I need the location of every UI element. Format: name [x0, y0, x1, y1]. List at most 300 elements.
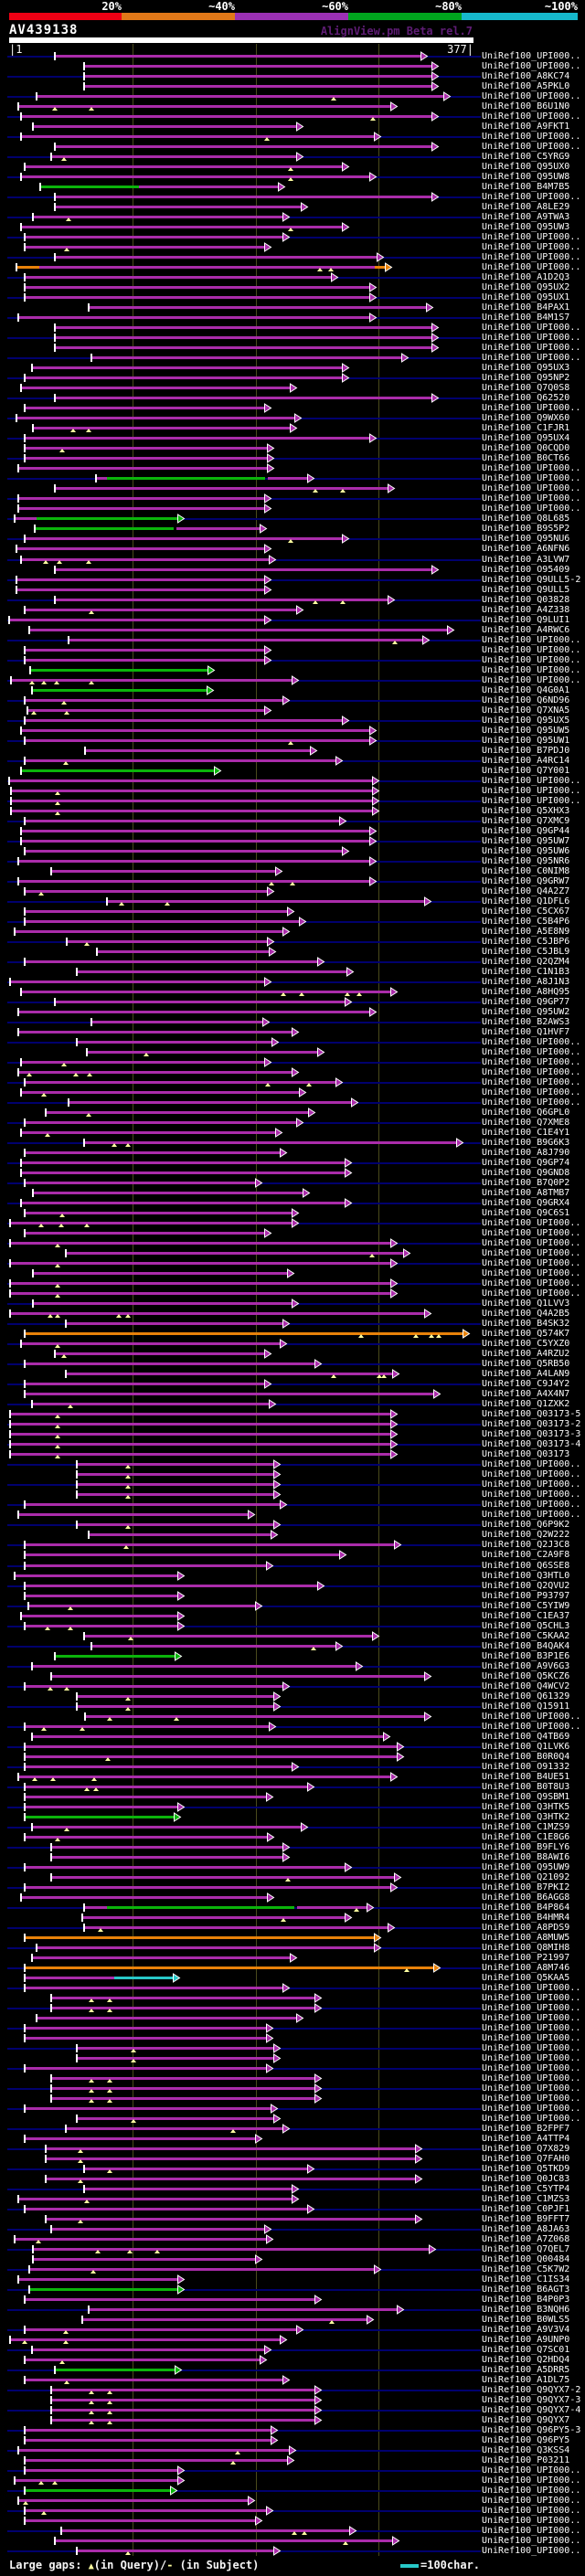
hit-label[interactable]: UniRef100_A1DL75: [482, 2375, 570, 2386]
hit-bar[interactable]: [25, 1977, 114, 1979]
hit-label[interactable]: UniRef100_A5DRR5: [482, 2365, 570, 2376]
hit-bar[interactable]: [55, 599, 388, 601]
hit-bar[interactable]: [32, 366, 343, 369]
hit-bar[interactable]: [18, 2449, 290, 2452]
hit-label[interactable]: UniRef100_C5YRG9: [482, 152, 570, 163]
hit-label[interactable]: UniRef100_UPI000..: [482, 664, 581, 675]
hit-label[interactable]: UniRef100_A4TTP4: [482, 2134, 570, 2145]
hit-bar[interactable]: [37, 2017, 297, 2019]
hit-bar[interactable]: [25, 1121, 297, 1124]
hit-label[interactable]: UniRef100_A8KC74: [482, 71, 570, 82]
hit-label[interactable]: UniRef100_B4M7B5: [482, 182, 570, 193]
hit-bar[interactable]: [55, 487, 388, 490]
hit-bar[interactable]: [55, 568, 432, 571]
hit-bar[interactable]: [25, 820, 340, 822]
hit-label[interactable]: UniRef100_UPI000..: [482, 2526, 581, 2537]
hit-bar[interactable]: [84, 2188, 292, 2190]
hit-bar[interactable]: [25, 1886, 391, 1889]
hit-bar[interactable]: [16, 588, 265, 591]
hit-label[interactable]: UniRef100_Q62520: [482, 393, 570, 404]
hit-bar[interactable]: [66, 2127, 283, 2130]
hit-label[interactable]: UniRef100_Q5KCZ6: [482, 1670, 570, 1681]
hit-label[interactable]: UniRef100_B2FPF7: [482, 2124, 570, 2135]
hit-bar[interactable]: [37, 95, 444, 98]
hit-bar[interactable]: [10, 1413, 391, 1415]
hit-label[interactable]: UniRef100_A8JA63: [482, 2224, 570, 2235]
hit-label[interactable]: UniRef100_A8HQ95: [482, 986, 570, 997]
hit-bar[interactable]: [18, 497, 265, 500]
hit-label[interactable]: UniRef100_Q9LUI1: [482, 614, 570, 625]
hit-bar[interactable]: [84, 1141, 457, 1144]
hit-label[interactable]: UniRef100_P93797: [482, 1590, 570, 1601]
hit-bar[interactable]: [51, 870, 276, 873]
hit-bar[interactable]: [25, 1503, 281, 1506]
hit-bar[interactable]: [21, 1091, 300, 1094]
hit-label[interactable]: UniRef100_Q9ULL5: [482, 584, 570, 595]
hit-label[interactable]: UniRef100_UPI000..: [482, 1258, 581, 1269]
hit-label[interactable]: UniRef100_UPI000..: [482, 1046, 581, 1057]
hit-bar[interactable]: [25, 1936, 375, 1939]
hit-label[interactable]: UniRef100_UPI000..: [482, 1087, 581, 1098]
hit-label[interactable]: UniRef100_UPI000..: [482, 795, 581, 806]
hit-bar[interactable]: [82, 2318, 367, 2321]
hit-label[interactable]: UniRef100_Q7Q0S8: [482, 383, 570, 394]
hit-bar[interactable]: [25, 2298, 315, 2301]
hit-label[interactable]: UniRef100_UPI000..: [482, 403, 581, 414]
hit-bar[interactable]: [25, 1564, 267, 1567]
hit-bar[interactable]: [21, 1161, 346, 1164]
hit-bar[interactable]: [18, 1031, 292, 1034]
hit-label[interactable]: UniRef100_C5YXZ0: [482, 1339, 570, 1350]
hit-bar[interactable]: [107, 477, 265, 480]
hit-bar[interactable]: [51, 2228, 265, 2231]
hit-bar[interactable]: [107, 1906, 294, 1909]
hit-bar[interactable]: [84, 65, 432, 68]
hit-label[interactable]: UniRef100_B0R0Q4: [482, 1751, 570, 1762]
hit-bar[interactable]: [46, 2218, 416, 2221]
hit-label[interactable]: UniRef100_Q95NP2: [482, 373, 570, 384]
hit-bar[interactable]: [21, 1131, 276, 1134]
hit-label[interactable]: UniRef100_A4RC14: [482, 755, 570, 766]
hit-label[interactable]: UniRef100_Q96PY5-3: [482, 2425, 581, 2436]
hit-label[interactable]: UniRef100_Q9GP77: [482, 996, 570, 1007]
hit-label[interactable]: UniRef100_UPI000..: [482, 252, 581, 263]
hit-label[interactable]: UniRef100_Q95UX0: [482, 162, 570, 173]
hit-label[interactable]: UniRef100_UPI000..: [482, 1469, 581, 1480]
hit-label[interactable]: UniRef100_A8J1N3: [482, 976, 570, 987]
hit-bar[interactable]: [10, 1282, 391, 1285]
hit-bar[interactable]: [55, 1352, 265, 1355]
hit-bar[interactable]: [15, 930, 283, 933]
hit-bar[interactable]: [10, 1312, 425, 1315]
hit-label[interactable]: UniRef100_A4LAN9: [482, 1369, 570, 1380]
hit-bar[interactable]: [77, 1463, 274, 1466]
hit-bar[interactable]: [33, 2248, 430, 2251]
hit-label[interactable]: UniRef100_Q03173-2: [482, 1419, 581, 1430]
hit-label[interactable]: UniRef100_UPI000..: [482, 1228, 581, 1239]
hit-bar[interactable]: [176, 527, 261, 530]
hit-bar[interactable]: [87, 1051, 318, 1054]
hit-label[interactable]: UniRef100_UPI000..: [482, 51, 581, 61]
hit-label[interactable]: UniRef100_A8TMB7: [482, 1188, 570, 1199]
hit-bar[interactable]: [55, 336, 432, 339]
hit-bar[interactable]: [96, 477, 107, 480]
hit-bar[interactable]: [55, 206, 302, 208]
hit-label[interactable]: UniRef100_UPI000..: [482, 343, 581, 354]
hit-label[interactable]: UniRef100_C5B4P6: [482, 916, 570, 927]
hit-bar[interactable]: [21, 226, 343, 228]
hit-label[interactable]: UniRef100_C1EA37: [482, 1610, 570, 1621]
hit-label[interactable]: UniRef100_Q0CQD0: [482, 443, 570, 454]
hit-bar[interactable]: [25, 1806, 178, 1808]
hit-label[interactable]: UniRef100_UPI000..: [482, 1510, 581, 1521]
hit-bar[interactable]: [25, 296, 370, 299]
hit-label[interactable]: UniRef100_Q9QYX7-3: [482, 2395, 581, 2406]
hit-bar[interactable]: [10, 1222, 292, 1224]
hit-label[interactable]: UniRef100_B9G6K3: [482, 1138, 570, 1149]
hit-bar[interactable]: [18, 1011, 370, 1013]
hit-bar[interactable]: [21, 387, 291, 389]
hit-label[interactable]: UniRef100_C5K7W2: [482, 2264, 570, 2275]
hit-label[interactable]: UniRef100_Q7QEL7: [482, 2244, 570, 2255]
hit-bar[interactable]: [10, 981, 265, 983]
hit-label[interactable]: UniRef100_UPI000..: [482, 2012, 581, 2023]
hit-bar[interactable]: [25, 376, 343, 379]
hit-label[interactable]: UniRef100_UPI000..: [482, 2094, 581, 2104]
hit-bar[interactable]: [25, 2439, 271, 2442]
hit-label[interactable]: UniRef100_B3P1E6: [482, 1650, 570, 1661]
hit-label[interactable]: UniRef100_UPI000..: [482, 1479, 581, 1490]
hit-label[interactable]: UniRef100_Q4A2B5: [482, 1309, 570, 1320]
hit-bar[interactable]: [25, 2469, 178, 2472]
hit-bar[interactable]: [21, 1202, 346, 1204]
hit-bar[interactable]: [77, 1705, 274, 1708]
hit-label[interactable]: UniRef100_Q95UX5: [482, 715, 570, 726]
hit-label[interactable]: UniRef100_Q95UW6: [482, 845, 570, 856]
hit-bar[interactable]: [25, 246, 265, 249]
hit-label[interactable]: UniRef100_UPI000..: [482, 1500, 581, 1511]
hit-label[interactable]: UniRef100_A4RZU2: [482, 1349, 570, 1360]
hit-bar[interactable]: [25, 1816, 175, 1818]
hit-label[interactable]: UniRef100_Q9WX60: [482, 413, 570, 424]
hit-label[interactable]: UniRef100_A9V3V4: [482, 2325, 570, 2336]
hit-label[interactable]: UniRef100_B4QAK4: [482, 1640, 570, 1651]
hit-bar[interactable]: [18, 860, 370, 863]
hit-label[interactable]: UniRef100_C2A9F8: [482, 1550, 570, 1561]
hit-label[interactable]: UniRef100_UPI000..: [482, 2052, 581, 2063]
hit-label[interactable]: UniRef100_UPI000..: [482, 2002, 581, 2013]
hit-label[interactable]: UniRef100_UPI000..: [482, 111, 581, 122]
hit-bar[interactable]: [10, 2338, 281, 2341]
hit-label[interactable]: UniRef100_B0CT66: [482, 453, 570, 464]
hit-bar[interactable]: [77, 1041, 272, 1044]
hit-bar[interactable]: [25, 236, 283, 239]
hit-label[interactable]: UniRef100_B9FFT7: [482, 2214, 570, 2225]
hit-label[interactable]: UniRef100_Q1LVV3: [482, 1299, 570, 1309]
hit-label[interactable]: UniRef100_UPI000..: [482, 2083, 581, 2094]
hit-label[interactable]: UniRef100_C5JBP6: [482, 936, 570, 947]
hit-label[interactable]: UniRef100_UPI000..: [482, 2042, 581, 2053]
hit-bar[interactable]: [77, 1493, 274, 1496]
hit-label[interactable]: UniRef100_UPI000..: [482, 1036, 581, 1047]
hit-bar[interactable]: [55, 397, 432, 399]
hit-label[interactable]: UniRef100_A4Z338: [482, 604, 570, 615]
hit-bar[interactable]: [55, 346, 432, 349]
hit-bar[interactable]: [37, 517, 178, 520]
hit-bar[interactable]: [25, 890, 268, 893]
hit-label[interactable]: UniRef100_UPI000..: [482, 785, 581, 796]
hit-bar[interactable]: [25, 2037, 267, 2040]
hit-label[interactable]: UniRef100_Q00484: [482, 2254, 570, 2265]
hit-label[interactable]: UniRef100_UPI000..: [482, 1982, 581, 1993]
hit-label[interactable]: UniRef100_UPI000..: [482, 1057, 581, 1067]
hit-label[interactable]: UniRef100_UPI000..: [482, 493, 581, 504]
hit-bar[interactable]: [10, 1453, 391, 1456]
hit-label[interactable]: UniRef100_Q95UW3: [482, 222, 570, 233]
hit-label[interactable]: UniRef100_C0PJF1: [482, 2204, 570, 2215]
hit-bar[interactable]: [77, 2549, 274, 2552]
hit-label[interactable]: UniRef100_O91332: [482, 1761, 570, 1772]
hit-label[interactable]: UniRef100_UPI000..: [482, 634, 581, 645]
hit-label[interactable]: UniRef100_Q8MIH8: [482, 1942, 570, 1953]
hit-label[interactable]: UniRef100_Q9QYX7-4: [482, 2405, 581, 2416]
hit-bar[interactable]: [25, 1966, 434, 1969]
hit-label[interactable]: UniRef100_Q3HTK2: [482, 1811, 570, 1822]
hit-label[interactable]: UniRef100_Q1ZXK2: [482, 1399, 570, 1410]
hit-label[interactable]: UniRef100_Q95NU6: [482, 534, 570, 545]
hit-label[interactable]: UniRef100_C5CX67: [482, 906, 570, 917]
hit-label[interactable]: UniRef100_B7PKI2: [482, 1882, 570, 1892]
hit-label[interactable]: UniRef100_UPI000..: [482, 2073, 581, 2083]
hit-label[interactable]: UniRef100_Q6SSE8: [482, 1560, 570, 1571]
hit-label[interactable]: UniRef100_Q9QYX7: [482, 2415, 570, 2426]
hit-bar[interactable]: [25, 407, 265, 409]
hit-bar[interactable]: [21, 1171, 346, 1174]
hit-bar[interactable]: [21, 729, 370, 732]
hit-bar[interactable]: [28, 1605, 256, 1607]
hit-label[interactable]: UniRef100_Q9GRX4: [482, 1198, 570, 1209]
hit-bar[interactable]: [46, 2178, 416, 2180]
hit-label[interactable]: UniRef100_UPI000..: [482, 1278, 581, 1289]
hit-bar[interactable]: [66, 1322, 283, 1325]
hit-bar[interactable]: [55, 2369, 176, 2371]
hit-bar[interactable]: [18, 1776, 391, 1778]
hit-bar[interactable]: [46, 2147, 416, 2150]
hit-bar[interactable]: [16, 266, 39, 269]
hit-bar[interactable]: [25, 1987, 283, 1989]
hit-bar[interactable]: [32, 1956, 291, 1959]
hit-label[interactable]: UniRef100_UPI000..: [482, 2536, 581, 2547]
hit-label[interactable]: UniRef100_UPI000..: [482, 2114, 581, 2125]
hit-bar[interactable]: [11, 810, 373, 812]
hit-bar[interactable]: [18, 2278, 178, 2281]
hit-label[interactable]: UniRef100_Q7XNA5: [482, 705, 570, 716]
hit-label[interactable]: UniRef100_Q5KAA5: [482, 1972, 570, 1983]
hit-bar[interactable]: [67, 940, 268, 943]
hit-bar[interactable]: [89, 306, 427, 309]
hit-bar[interactable]: [18, 1513, 249, 1516]
hit-bar[interactable]: [25, 165, 343, 168]
hit-bar[interactable]: [9, 779, 373, 782]
hit-bar[interactable]: [107, 900, 425, 903]
hit-bar[interactable]: [10, 1433, 391, 1436]
hit-bar[interactable]: [25, 1151, 281, 1154]
hit-label[interactable]: UniRef100_Q03828: [482, 594, 570, 605]
hit-label[interactable]: UniRef100_UPI000..: [482, 504, 581, 514]
hit-bar[interactable]: [84, 75, 432, 78]
hit-bar[interactable]: [77, 970, 347, 973]
hit-label[interactable]: UniRef100_C5YIW9: [482, 1600, 570, 1611]
hit-bar[interactable]: [84, 1906, 107, 1909]
hit-label[interactable]: UniRef100_B0WLS5: [482, 2315, 570, 2326]
hit-bar[interactable]: [25, 960, 318, 963]
hit-label[interactable]: UniRef100_C5KAA2: [482, 1630, 570, 1641]
hit-label[interactable]: UniRef100_B4P864: [482, 1902, 570, 1913]
hit-bar[interactable]: [25, 1595, 178, 1597]
hit-label[interactable]: UniRef100_Q03173-4: [482, 1439, 581, 1450]
hit-bar[interactable]: [77, 1523, 274, 1526]
hit-label[interactable]: UniRef100_A4X4N7: [482, 1389, 570, 1400]
hit-label[interactable]: UniRef100_Q9GP74: [482, 1158, 570, 1169]
hit-label[interactable]: UniRef100_A1D2Q3: [482, 272, 570, 283]
hit-label[interactable]: UniRef100_Q3HTL0: [482, 1570, 570, 1581]
hit-bar[interactable]: [25, 286, 370, 289]
hit-bar[interactable]: [51, 1876, 395, 1879]
hit-bar[interactable]: [21, 1896, 268, 1899]
hit-bar[interactable]: [18, 2499, 249, 2502]
hit-label[interactable]: UniRef100_C1MZS3: [482, 2194, 570, 2205]
hit-bar[interactable]: [21, 1061, 265, 1064]
hit-label[interactable]: UniRef100_Q4WCV2: [482, 1680, 570, 1691]
hit-bar[interactable]: [46, 2157, 416, 2160]
hit-bar[interactable]: [25, 1866, 346, 1869]
hit-bar[interactable]: [268, 477, 308, 480]
hit-bar[interactable]: [21, 840, 370, 843]
hit-bar[interactable]: [32, 689, 207, 692]
hit-label[interactable]: UniRef100_Q5TKD9: [482, 2164, 570, 2175]
hit-bar[interactable]: [10, 1262, 391, 1265]
hit-bar[interactable]: [33, 2258, 256, 2261]
hit-label[interactable]: UniRef100_Q2W222: [482, 1530, 570, 1541]
hit-bar[interactable]: [25, 1836, 268, 1839]
hit-label[interactable]: UniRef100_UPI000..: [482, 262, 581, 273]
hit-bar[interactable]: [25, 2519, 256, 2522]
hit-bar[interactable]: [25, 920, 300, 923]
hit-label[interactable]: UniRef100_B4HMR4: [482, 1912, 570, 1923]
hit-label[interactable]: UniRef100_UPI000..: [482, 1067, 581, 1077]
hit-bar[interactable]: [25, 1543, 395, 1546]
hit-bar[interactable]: [69, 639, 423, 641]
hit-label[interactable]: UniRef100_UPI000..: [482, 775, 581, 786]
hit-label[interactable]: UniRef100_UPI000..: [482, 232, 581, 243]
hit-bar[interactable]: [16, 547, 265, 550]
hit-label[interactable]: UniRef100_Q03173-3: [482, 1429, 581, 1440]
hit-bar[interactable]: [55, 196, 432, 198]
hit-label[interactable]: UniRef100_A9V6G3: [482, 1660, 570, 1671]
hit-label[interactable]: UniRef100_Q03173: [482, 1449, 570, 1460]
hit-label[interactable]: UniRef100_B3NQH6: [482, 2305, 570, 2316]
hit-bar[interactable]: [21, 175, 370, 178]
hit-bar[interactable]: [25, 1383, 265, 1385]
hit-bar[interactable]: [77, 2057, 274, 2060]
hit-label[interactable]: UniRef100_Q95UX1: [482, 292, 570, 303]
hit-label[interactable]: UniRef100_UPI000..: [482, 2486, 581, 2496]
hit-label[interactable]: UniRef100_Q7SC01: [482, 2345, 570, 2356]
hit-label[interactable]: UniRef100_Q4G0A1: [482, 684, 570, 695]
hit-label[interactable]: UniRef100_Q574K7: [482, 1329, 570, 1340]
hit-bar[interactable]: [18, 880, 370, 883]
hit-bar[interactable]: [25, 1585, 318, 1587]
hit-bar[interactable]: [25, 1332, 463, 1335]
hit-label[interactable]: UniRef100_Q5XHX3: [482, 805, 570, 816]
hit-bar[interactable]: [25, 2208, 308, 2210]
hit-bar[interactable]: [25, 2459, 288, 2462]
hit-label[interactable]: UniRef100_Q15911: [482, 1701, 570, 1712]
hit-label[interactable]: UniRef100_UPI000..: [482, 2516, 581, 2527]
hit-label[interactable]: UniRef100_C9J4Y2: [482, 1379, 570, 1390]
hit-label[interactable]: UniRef100_A3LVW7: [482, 554, 570, 565]
hit-bar[interactable]: [30, 669, 208, 672]
hit-label[interactable]: UniRef100_UPI000..: [482, 333, 581, 344]
hit-label[interactable]: UniRef100_C5JBL9: [482, 946, 570, 957]
hit-label[interactable]: UniRef100_Q95UW9: [482, 1861, 570, 1872]
hit-label[interactable]: UniRef100_Q3KSS4: [482, 2445, 570, 2456]
hit-label[interactable]: UniRef100_A8J790: [482, 1148, 570, 1159]
hit-label[interactable]: UniRef100_Q95UX2: [482, 282, 570, 293]
hit-label[interactable]: UniRef100_B7Q0P2: [482, 1178, 570, 1189]
hit-label[interactable]: UniRef100_Q4A2Z7: [482, 885, 570, 896]
hit-label[interactable]: UniRef100_UPI000..: [482, 463, 581, 474]
hit-bar[interactable]: [25, 1765, 292, 1768]
hit-label[interactable]: UniRef100_B4UE51: [482, 1771, 570, 1782]
hit-label[interactable]: UniRef100_UPI000..: [482, 2063, 581, 2073]
hit-label[interactable]: UniRef100_UPI000..: [482, 1077, 581, 1088]
hit-bar[interactable]: [25, 1725, 270, 1728]
hit-label[interactable]: UniRef100_C1IS34: [482, 2274, 570, 2285]
hit-bar[interactable]: [84, 85, 432, 88]
hit-label[interactable]: UniRef100_UPI000..: [482, 2022, 581, 2033]
hit-label[interactable]: UniRef100_Q95UW1: [482, 735, 570, 746]
hit-label[interactable]: UniRef100_Q6GPL0: [482, 1108, 570, 1118]
hit-label[interactable]: UniRef100_B4SK32: [482, 1319, 570, 1330]
hit-bar[interactable]: [51, 1846, 283, 1849]
hit-label[interactable]: UniRef100_UPI000..: [482, 473, 581, 484]
hit-label[interactable]: UniRef100_Q61329: [482, 1691, 570, 1701]
hit-label[interactable]: UniRef100_A6NFN6: [482, 544, 570, 555]
hit-label[interactable]: UniRef100_Q9GP44: [482, 825, 570, 836]
hit-bar[interactable]: [33, 1302, 292, 1305]
hit-bar[interactable]: [18, 507, 265, 510]
hit-label[interactable]: UniRef100_UPI000..: [482, 2506, 581, 2517]
hit-bar[interactable]: [33, 125, 297, 128]
hit-label[interactable]: UniRef100_Q03173-5: [482, 1409, 581, 1420]
hit-label[interactable]: UniRef100_UPI000..: [482, 1489, 581, 1500]
hit-label[interactable]: UniRef100_UPI000..: [482, 674, 581, 685]
hit-label[interactable]: UniRef100_C1E4Y1: [482, 1128, 570, 1139]
hit-label[interactable]: UniRef100_Q9C6S1: [482, 1208, 570, 1219]
hit-bar[interactable]: [10, 1292, 391, 1295]
hit-label[interactable]: UniRef100_Q9SBM1: [482, 1791, 570, 1802]
hit-bar[interactable]: [10, 1423, 391, 1426]
hit-label[interactable]: UniRef100_A9FKT1: [482, 122, 570, 133]
hit-bar[interactable]: [10, 1443, 391, 1446]
hit-bar[interactable]: [35, 527, 174, 530]
hit-label[interactable]: UniRef100_Q7FAH0: [482, 2154, 570, 2165]
hit-bar[interactable]: [55, 55, 421, 58]
hit-label[interactable]: UniRef100_C0NIM8: [482, 865, 570, 876]
hit-label[interactable]: UniRef100_Q8L685: [482, 514, 570, 525]
hit-label[interactable]: UniRef100_Q7Y001: [482, 765, 570, 776]
